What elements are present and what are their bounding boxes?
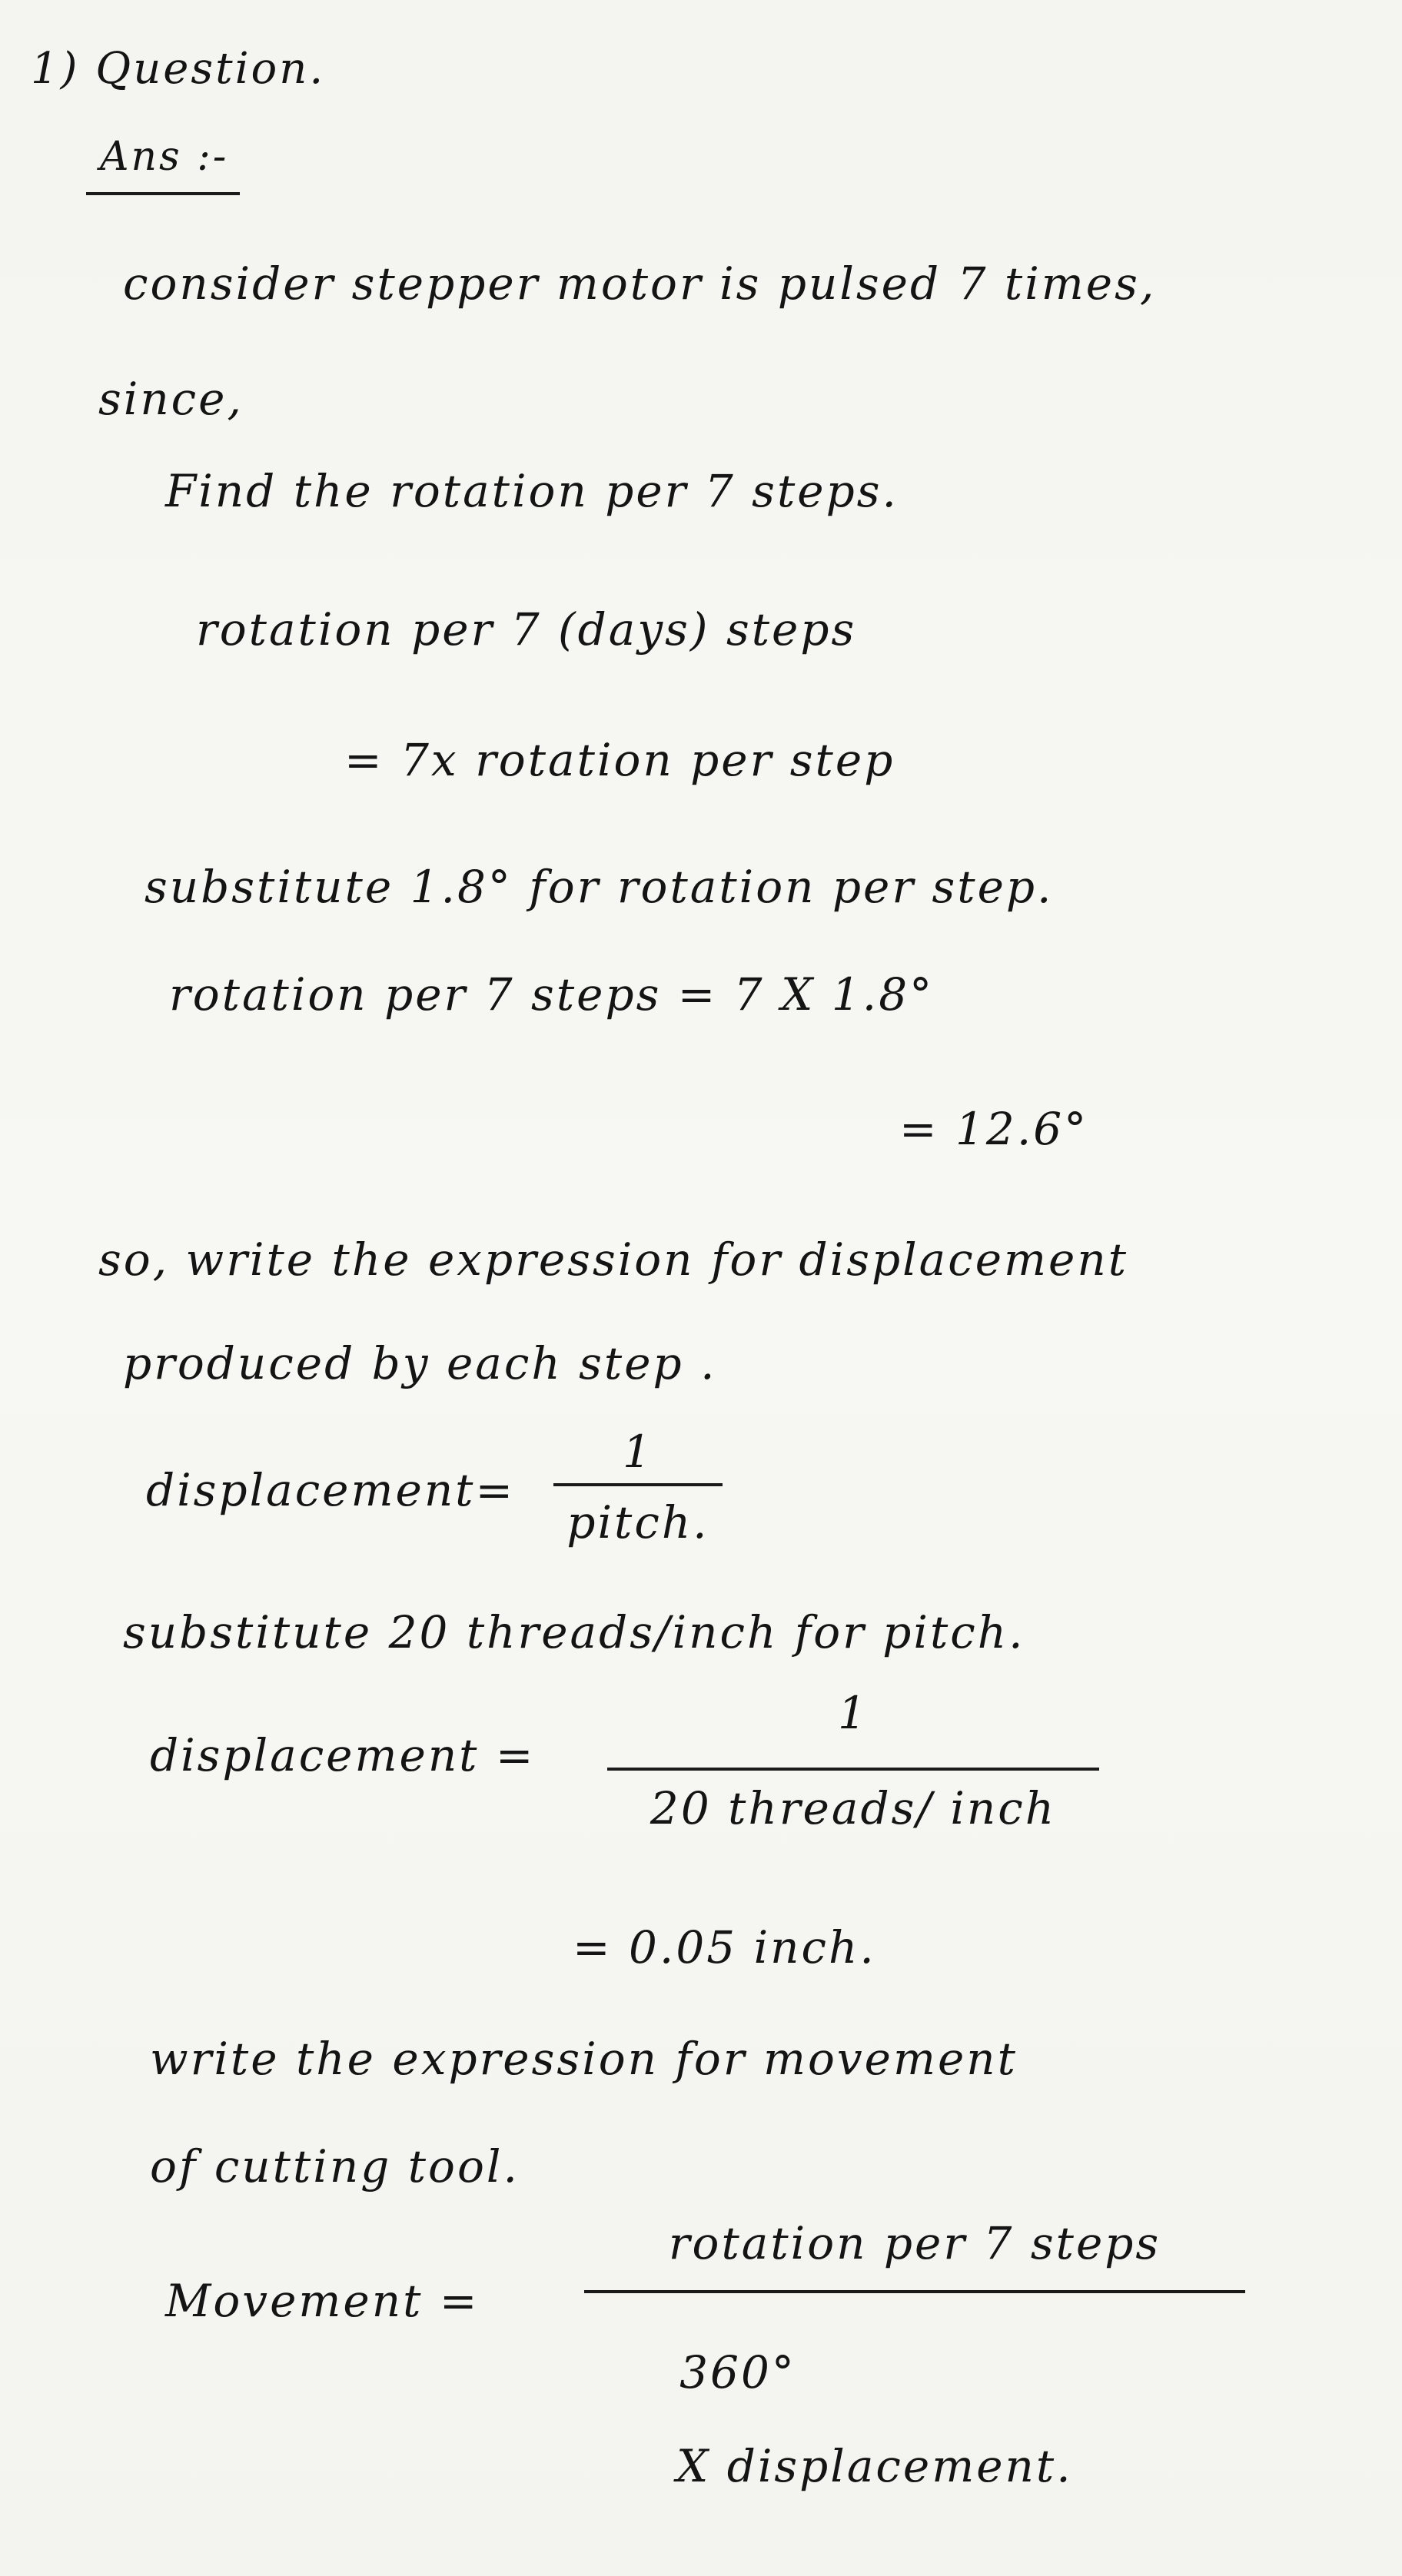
displacement-sub-denominator: 20 threads/ inch bbox=[650, 1782, 1057, 1834]
movement-label: Movement = bbox=[165, 2275, 480, 2327]
line-9: so, write the expression for displacement bbox=[98, 1233, 1129, 1286]
line-7: rotation per 7 steps = 7 X 1.8° bbox=[169, 968, 935, 1021]
line-13: write the expression for movement bbox=[150, 2033, 1018, 2085]
displacement-formula-fraction bbox=[553, 1426, 723, 1552]
displacement-formula-numerator: 1 bbox=[623, 1426, 653, 1478]
line-15: X displacement. bbox=[676, 2440, 1073, 2492]
line-5: = 7x rotation per step bbox=[344, 734, 895, 786]
displacement-formula-label: displacement= bbox=[146, 1464, 516, 1516]
line-2: since, bbox=[98, 373, 244, 425]
line-10: produced by each step . bbox=[123, 1337, 717, 1389]
line-8: = 12.6° bbox=[899, 1103, 1089, 1155]
question-heading: 1) Question. bbox=[31, 44, 326, 94]
answer-underline bbox=[86, 192, 240, 195]
line-14: of cutting tool. bbox=[150, 2140, 520, 2193]
movement-numerator: rotation per 7 steps bbox=[668, 2217, 1161, 2269]
line-3: Find the rotation per 7 steps. bbox=[165, 465, 899, 517]
line-12: = 0.05 inch. bbox=[573, 1921, 876, 1973]
movement-fraction bbox=[584, 2217, 1245, 2398]
answer-label: Ans :- bbox=[100, 134, 229, 180]
line-4: rotation per 7 (days) steps bbox=[196, 603, 857, 656]
displacement-sub-fraction bbox=[607, 1687, 1099, 1844]
displacement-sub-numerator: 1 bbox=[838, 1687, 869, 1739]
line-11: substitute 20 threads/inch for pitch. bbox=[123, 1606, 1025, 1658]
displacement-sub-label: displacement = bbox=[150, 1729, 536, 1781]
displacement-formula-bar bbox=[553, 1483, 723, 1486]
movement-bar bbox=[584, 2290, 1245, 2293]
displacement-sub-bar bbox=[607, 1768, 1099, 1771]
line-6: substitute 1.8° for rotation per step. bbox=[145, 861, 1054, 913]
line-1: consider stepper motor is pulsed 7 times, bbox=[123, 257, 1157, 310]
displacement-formula-denominator: pitch. bbox=[566, 1496, 709, 1549]
movement-denominator: 360° bbox=[679, 2346, 796, 2398]
